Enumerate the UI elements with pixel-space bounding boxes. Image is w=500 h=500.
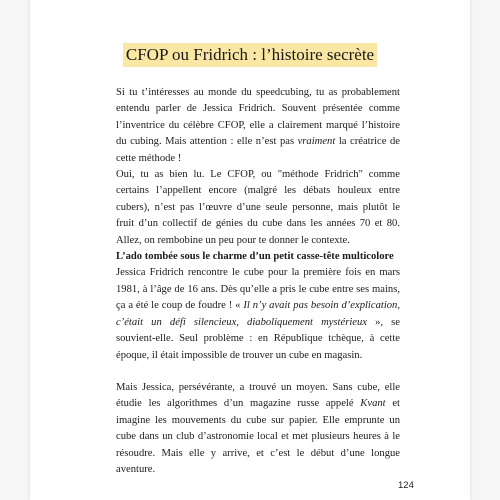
intro-p1-emphasis: vraiment: [297, 136, 336, 148]
section-p1-quote: Il n’y avait pas besoin d’explication, c’était un défi silencieux, diaboliquement mystérieux: [116, 300, 401, 328]
page-title: CFOP ou Fridrich : l’histoire secrète: [123, 43, 377, 67]
intro-paragraph-2: Oui, tu as bien lu. Le CFOP, ou "méthode Fridrich" comme certains l’appellent encore (malgré les débats houleux entre cubers), n’est pas l’œuvre d’une seule personne, mais plutôt le fruit d’un collectif de génies du cube dans les années 70 et 80. Allez, on rembobine un peu pour te donner le contexte.: [116, 169, 400, 246]
section-p2-emphasis: Kvant: [360, 398, 386, 410]
section-p2-text-b: et imagine les mouvements du cube sur papier. Elle emprunte un cube dans un club d’astronomie local et met plusieurs heures à le résoudre. Mais elle y arrive, et c’est le début d’une longue aventure.: [116, 398, 400, 475]
section-paragraph-2: [116, 380, 400, 478]
body-text: [116, 85, 400, 478]
section-p1-text-b: », se souvient-elle. Seul problème : en République tchèque, à cette époque, il était impossible de trouver un cube en magasin.: [116, 316, 400, 361]
intro-p1-text-b: la créatrice de cette méthode !: [116, 136, 400, 164]
intro-paragraph-1: [116, 85, 400, 167]
section-paragraph-1: [116, 265, 400, 363]
page-number: 124: [398, 480, 414, 491]
intro-p1-text-a: Si tu t’intéresses au monde du speedcubing, tu as probablement entendu parler de Jessica Fridrich. Souvent présentée comme l’inventrice du célèbre CFOP, elle a clairement marqué l’histoire du cubing. Mais attention : elle n’est pas: [116, 87, 400, 148]
section-p2-text-a: Mais Jessica, persévérante, a trouvé un moyen. Sans cube, elle étudie les algorithmes d’un magazine russe appelé: [116, 381, 400, 410]
section-heading: L’ado tombée sous le charme d’un petit casse-tête multicolore: [116, 251, 394, 263]
title-wrapper: [30, 43, 470, 67]
book-page: [30, 0, 470, 500]
section-p1-text-a: Jessica Fridrich rencontre le cube pour la première fois en mars 1981, à l’âge de 16 ans. Dès qu’elle a pris le cube entre ses mains, ça a été le coup de foudre ! «: [116, 267, 400, 312]
